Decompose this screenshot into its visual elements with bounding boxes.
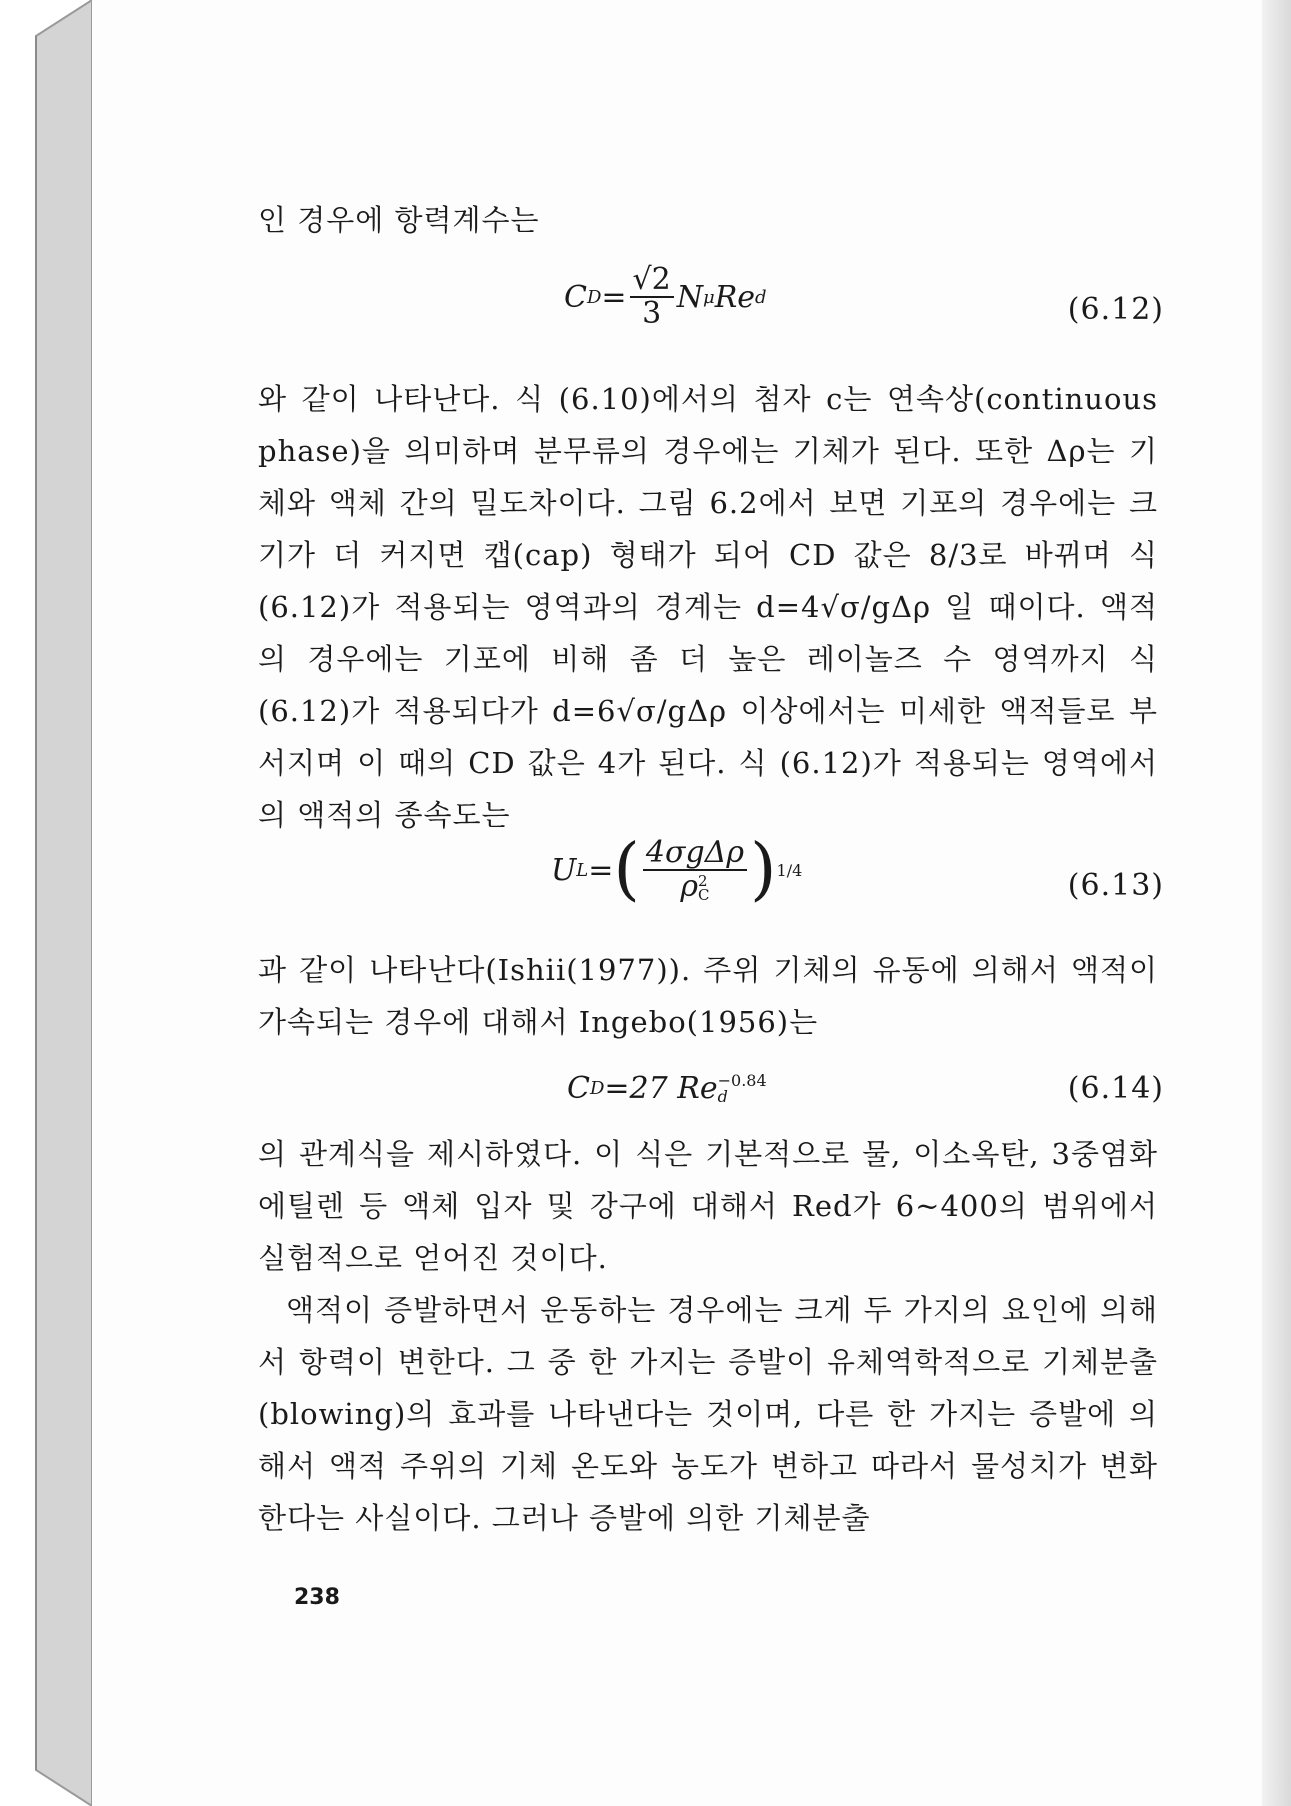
eq614-rhs: =27 Re — [604, 1071, 718, 1106]
eq613-den-base: ρ — [680, 869, 699, 904]
eq614-exponent: −0.84 — [717, 1070, 767, 1090]
eq612-lhs: C — [564, 279, 587, 315]
page-shadow — [1262, 0, 1291, 1806]
eq612-rhs-a: N — [676, 279, 703, 315]
equation-6-14 — [258, 1063, 1164, 1133]
eq614-lhs: C — [567, 1071, 590, 1106]
eq613-exponent: 1/4 — [776, 860, 803, 880]
intro-text: 인 경우에 항력계수는 — [258, 203, 540, 237]
equation-6-14-formula — [567, 1071, 767, 1106]
eq613-den-sup: 2 — [698, 872, 708, 890]
page-number: 238 — [294, 1585, 340, 1610]
equation-6-12 — [258, 262, 1164, 340]
eq612-rhs-b: Re — [714, 279, 756, 315]
eq612-numerator: √2 — [630, 264, 674, 298]
eq613-numerator: 4σgΔρ — [643, 837, 747, 871]
equation-number-6-12: (6.12) — [1067, 292, 1164, 327]
equation-6-13-formula — [551, 830, 803, 909]
eq614-lhs-sub: D — [589, 1078, 605, 1099]
paragraph-4-text: 액적이 증발하면서 운동하는 경우에는 크게 두 가지의 요인에 의해서 항력이 변한다. 그 중 한 가지는 증발이 유체역학적으로 기체분출(blowing)의 효과를 나타낸다는 것이며, 다른 한 가지는 증발에 의해서 액적 주위의 기체 온도와 농도가 변하고 따라서 물성치가 변화한다는 사실이다. 그러나 증발에 의한 기체분출 — [258, 1293, 1158, 1535]
eq613-den-sub: C — [698, 886, 710, 904]
eq613-denominator — [680, 871, 709, 903]
paragraph-2-text: 과 같이 나타난다(Ishii(1977)). 주위 기체의 유동에 의해서 액적이 가속되는 경우에 대해서 Ingebo(1956)는 — [258, 953, 1158, 1039]
equation-6-13 — [258, 830, 1164, 922]
paragraph-2 — [258, 944, 1158, 1048]
intro-line — [258, 194, 1158, 246]
eq612-lhs-sub: D — [586, 286, 602, 308]
paragraph-1 — [258, 373, 1158, 841]
eq613-fraction — [643, 837, 747, 903]
eq613-lhs-sub: L — [576, 859, 589, 881]
equation-6-12-formula — [564, 264, 767, 330]
paragraph-4 — [258, 1284, 1158, 1544]
paragraph-3 — [258, 1128, 1158, 1284]
equation-number-6-13: (6.13) — [1067, 868, 1164, 903]
eq613-paren-close: ) — [750, 830, 777, 909]
eq612-denominator: 3 — [642, 296, 662, 331]
paragraph-1-text: 와 같이 나타난다. 식 (6.10)에서의 첨자 c는 연속상(continuous phase)을 의미하며 분무류의 경우에는 기체가 된다. 또한 Δρ는 기체와 액체 간의 밀도차이다. 그림 6.2에서 보면 기포의 경우에는 크기가 더 커지면 캡(cap) 형태가 되어 CD 값은 8/3로 바뀌며 식 (6.12)가 적용되는 영역과의 경계는 d=4√σ/gΔρ 일 때이다. 액적의 경우에는 기포에 비해 좀 더 높은 레이놀즈 수 영역까지 식 (6.12)가 적용되다가 d=6√σ/gΔρ 이상에서는 미세한 액적들로 부서지며 이 때의 CD 값은 4가 된다. 식 (6.12)가 적용되는 영역에서의 액적의 종속도는 — [258, 382, 1158, 832]
eq612-equals: = — [601, 279, 627, 315]
paragraph-3-text: 의 관계식을 제시하였다. 이 식은 기본적으로 물, 이소옥탄, 3중염화에틸렌 등 액체 입자 및 강구에 대해서 Red가 6~400의 범위에서 실험적으로 얻어진 것이다. — [258, 1137, 1158, 1275]
eq612-fraction — [630, 264, 674, 330]
eq613-lhs: U — [551, 852, 577, 888]
eq613-paren-open: ( — [613, 830, 640, 909]
eq614-rhs-sub: d — [717, 1086, 728, 1106]
eq612-rhs-b-sub: d — [755, 286, 767, 308]
equation-number-6-14: (6.14) — [1067, 1071, 1164, 1106]
eq612-rhs-a-sub: μ — [703, 286, 715, 308]
eq613-equals: = — [588, 852, 614, 888]
